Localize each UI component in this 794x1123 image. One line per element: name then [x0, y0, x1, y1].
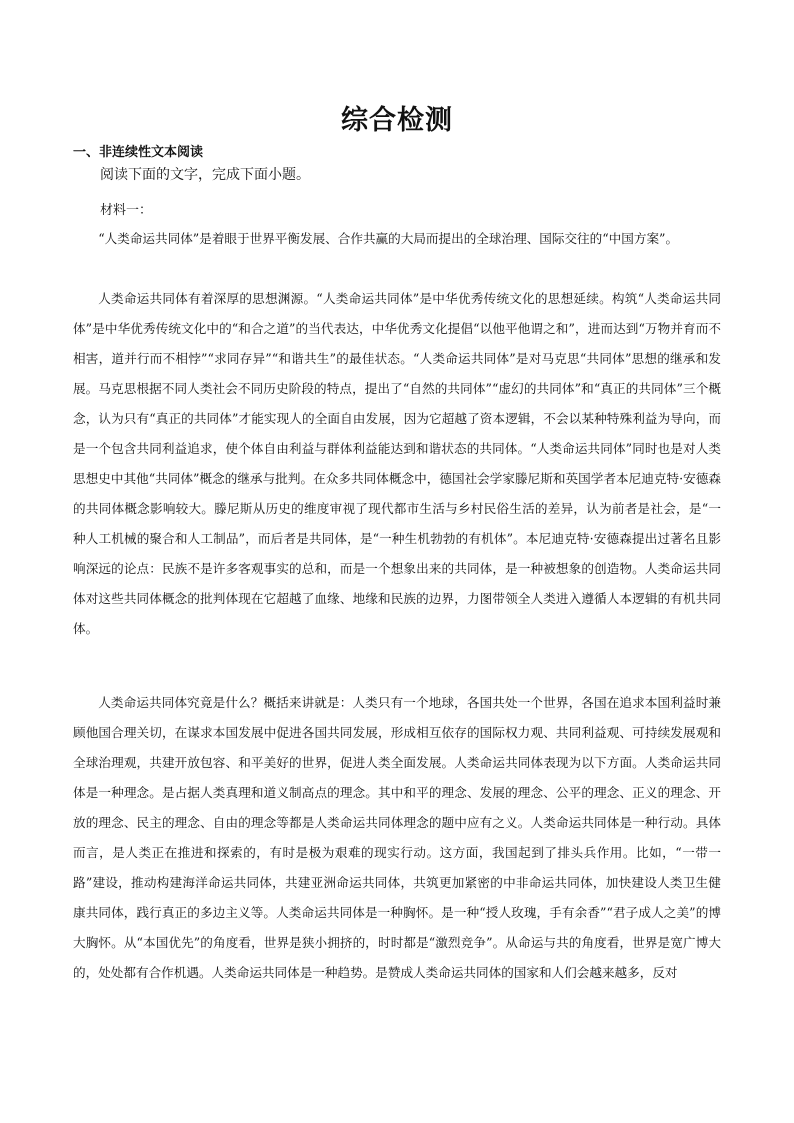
paragraph-text: 人类命运共同体有着深厚的思想渊源。“人类命运共同体”是中华优秀传统文化的思想延续。构筑“人类命运共同体”是中华优秀传统文化中的“和合之道”的当代表达，中华优秀文化提倡“以他平他谓之和”，进而达到“万物并育而不相害，道并行而不相悖”“求同存异”“和谐共生”的最佳状态。“人类命运共同体”是对马克思“共同体”思想的继承和发展。马克思根据不同人类社会不同历史阶段的特点，提出了“自然的共同体”“虚幻的共同体”和“真正的共同体”三个概念，认为只有“真正的共同体”才能实现人的全面自由发展，因为它超越了资本逻辑，不会以某种特殊利益为导向，而是一个包含共同利益追求，使个体自由利益与群体利益能达到和谐状态的共同体。“人类命运共同体”同时也是对人类思想史中其他“共同体”概念的继承与批判。在众多共同体概念中，德国社会学家滕尼斯和英国学者本尼迪克特·安德森的共同体概念影响较大。滕尼斯从历史的维度审视了现代都市生活与乡村民俗生活的差异，认为前者是社会，是“一种人工机械的聚合和人工制品”，而后者是共同体，是“一种生机勃勃的有机体”。本尼迪克特·安德森提出过著名且影响深远的论点：民族不是许多客观事实的总和，而是一个想象出来的共同体，是一种被想象的创造物。人类命运共同体对这些共同体概念的批判体现在它超越了血缘、地缘和民族的边界，力图带领全人类进入遵循人本逻辑的有机共同体。	[73, 291, 721, 636]
paragraph-3	[73, 688, 721, 988]
reading-instruction: 阅读下面的文字，完成下面小题。	[100, 167, 310, 183]
paragraph-text: 人类命运共同体究竟是什么？概括来讲就是：人类只有一个地球，各国共处一个世界，各国在追求本国利益时兼顾他国合理关切，在谋求本国发展中促进各国共同发展，形成相互依存的国际权力观、共同利益观、可持续发展观和全球治理观，共建开放包容、和平美好的世界，促进人类全面发展。人类命运共同体表现为以下方面。人类命运共同体是一种理念。是占据人类真理和道义制高点的理念。其中和平的理念、发展的理念、公平的理念、正义的理念、开放的理念、民主的理念、自由的理念等都是人类命运共同体理念的题中应有之义。人类命运共同体是一种行动。具体而言，是人类正在推进和探索的，有时是极为艰难的现实行动。这方面，我国起到了排头兵作用。比如，“一带一路”建设，推动构建海洋命运共同体，共建亚洲命运共同体，共筑更加紧密的中非命运共同体，加快建设人类卫生健康共同体，践行真正的多边主义等。人类命运共同体是一种胸怀。是一种“授人玫瑰，手有余香”“君子成人之美”的博大胸怀。从“本国优先”的角度看，世界是狭小拥挤的，时时都是“激烈竞争”。从命运与共的角度看，世界是宽广博大的，处处都有合作机遇。人类命运共同体是一种趋势。是赞成人类命运共同体的国家和人们会越来越多，反对	[73, 695, 721, 980]
page-title: 综合检测	[341, 105, 453, 136]
paragraph-text: “人类命运共同体”是着眼于世界平衡发展、合作共赢的大局而提出的全球治理、国际交往的“中国方案”。	[98, 231, 679, 246]
section-heading: 一、非连续性文本阅读	[73, 145, 204, 160]
material-label: 材料一：	[100, 203, 153, 218]
paragraph-2	[73, 284, 721, 644]
paragraph-1	[73, 224, 721, 254]
